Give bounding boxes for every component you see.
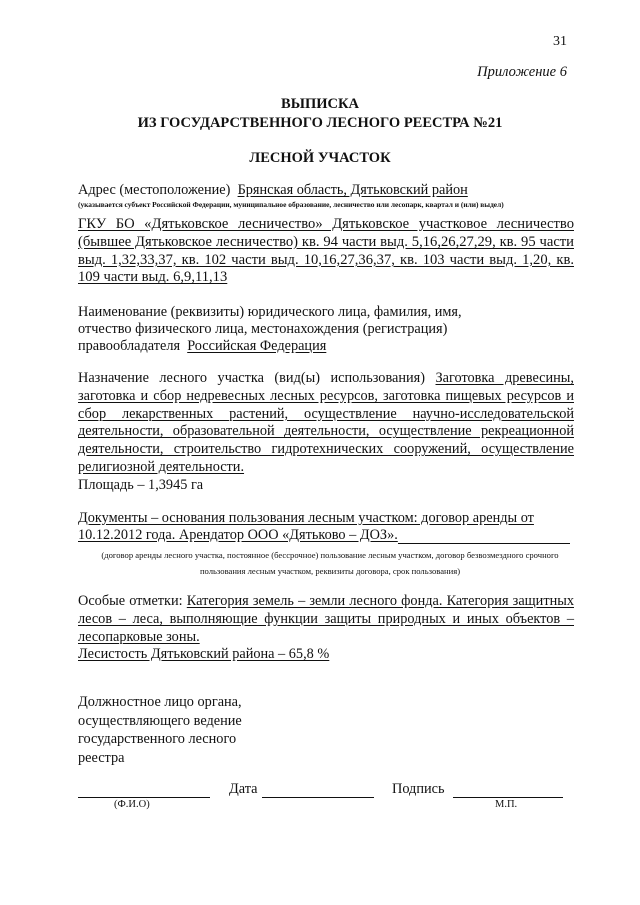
signature-label: Подпись	[392, 781, 445, 797]
notes-label: Особые отметки:	[78, 593, 183, 609]
forest-cover: Лесистость Дятьковский района – 65,8 %	[78, 646, 330, 662]
documents-line2: 10.12.2012 года. Арендатор ООО «Дятьково – ДОЗ».	[78, 527, 398, 543]
purpose-label: Назначение лесного участка (вид(ы) использования)	[78, 370, 425, 386]
section-title: ЛЕСНОЙ УЧАСТОК	[249, 150, 391, 166]
date-line	[262, 797, 374, 798]
fio-line	[78, 797, 210, 798]
notes-value: Категория земель – земли лесного фонда. Категория защитных лесов – леса, выполняющие функции защиты природных и иных объектов – лесопарковые зоны.	[78, 593, 574, 645]
documents-hint-line1: (договор аренды лесного участка, постоянное (бессрочное) пользование лесным участком, договор безвозмездного срочного	[101, 550, 559, 560]
official-line3: государственного лесного	[78, 731, 237, 747]
holder-line	[78, 338, 578, 356]
official-line1: Должностное лицо органа,	[78, 694, 242, 710]
address-line	[78, 182, 578, 200]
date-label: Дата	[229, 781, 258, 797]
stamp-label: М.П.	[495, 799, 518, 810]
holder-label-line2: отчество физического лица, местонахождения (регистрация)	[78, 321, 448, 337]
holder-label: правообладателя	[78, 338, 181, 354]
official-line2: осуществляющего ведение	[78, 713, 242, 729]
official-line4: реестра	[78, 750, 125, 766]
address-label: Адрес (местоположение)	[78, 182, 231, 198]
appendix-label: Приложение 6	[477, 64, 567, 80]
fio-label: (Ф.И.О)	[114, 799, 150, 810]
holder-label-line1: Наименование (реквизиты) юридического лица, фамилия, имя,	[78, 304, 462, 320]
address-details: ГКУ БО «Дятьковское лесничество» Дятьковское участковое лесничество (бывшее Дятьковское лесничество) кв. 94 части выд. 5,16,26,27,29, кв. 95 части выд. 1,32,33,37, кв. 102 части выд. 10,16,27,36,37, кв. 103 части выд. 1,20, кв. 109 части выд. 6,9,11,13	[78, 216, 574, 286]
page-number: 31	[553, 34, 567, 49]
purpose-block	[78, 370, 574, 477]
address-value: Брянская область, Дятьковский район	[237, 182, 468, 198]
purpose-value: Заготовка древесины, заготовка и сбор недревесных лесных ресурсов, заготовка пищевых ресурсов и сбор лекарственных растений, осуществление научно-исследовательской деятельности, образовательной деятельности, осуществление рекреационной деятельности, строительство гидротехнических сооружений, осуществление религиозной деятельности.	[78, 370, 574, 475]
notes-block	[78, 593, 574, 646]
address-hint: (указывается субъект Российской Федерации, муниципальное образование, лесничество или лесопарк, квартал и (или) выдел)	[78, 200, 504, 209]
documents-line1: Документы – основания пользования лесным участком: договор аренды от	[78, 510, 534, 526]
signature-line	[453, 797, 563, 798]
holder-value: Российская Федерация	[187, 338, 327, 354]
document-title: ВЫПИСКА	[281, 96, 359, 112]
document-title-registry: ИЗ ГОСУДАРСТВЕННОГО ЛЕСНОГО РЕЕСТРА №21	[137, 115, 503, 131]
area-value: Площадь – 1,3945 га	[78, 477, 204, 493]
documents-fill-line	[398, 543, 570, 544]
documents-hint-line2: пользования лесным участком, реквизиты договора, срок пользования)	[199, 566, 461, 576]
